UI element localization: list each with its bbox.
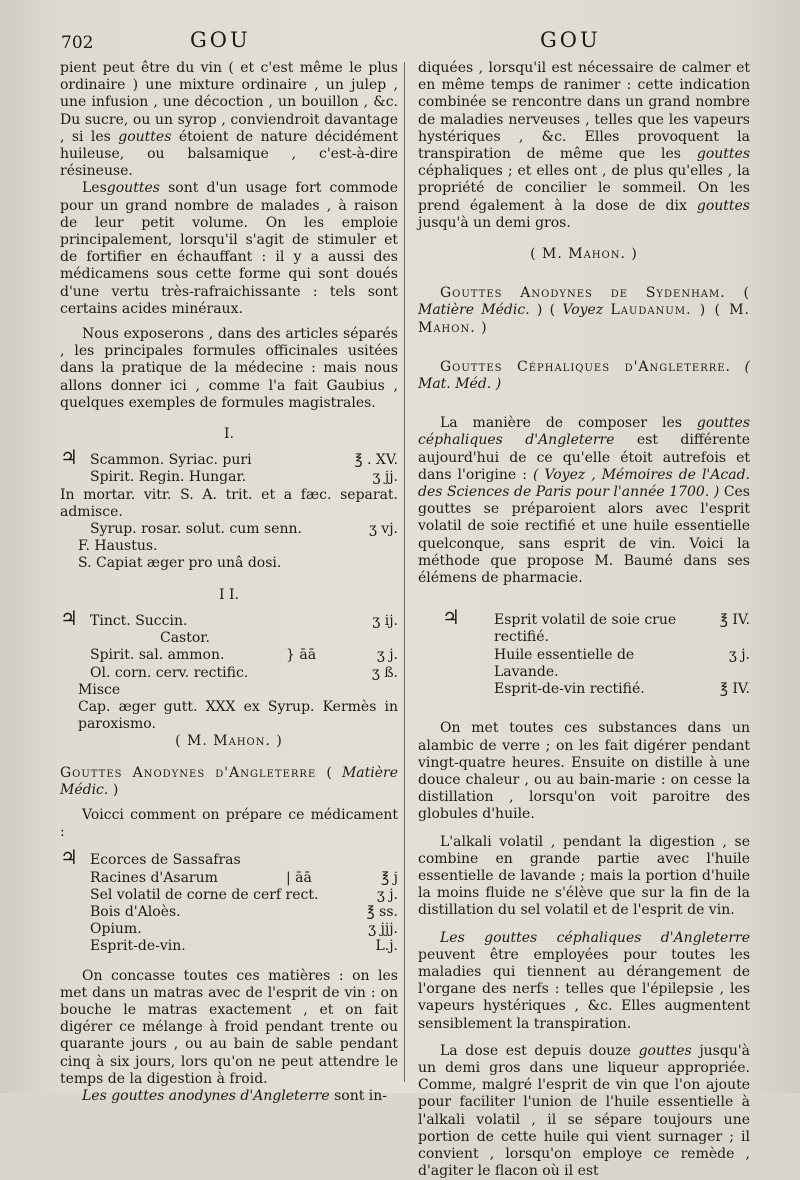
recipe-symbol: ♃ (60, 845, 78, 870)
recipe-symbol: ♃ (60, 605, 78, 630)
running-header-right: GOU (540, 28, 601, 52)
formula-number: I I. (219, 586, 239, 603)
entry-heading: Gouttes Céphaliques d'Angleterre. ( Mat. Méd. ) (418, 358, 751, 393)
paragraph: Les gouttes anodynes d'Angleterre sont in- (82, 1087, 388, 1104)
formula-number: I. (224, 426, 234, 443)
paragraph: pient peut être du vin ( et c'est même le plus ordinaire ) une mixture ordinaire , un julep , une infusion , une décoction , un bouillon , &c. Du sucre, ou un syrop , conviendroit davantage , si les gouttes étoient de nature décidément huileuse, ou balsamique , c'est-à-dire résineuse. (60, 60, 399, 180)
formula-line: Huile essentielle de Lavande. ʒ j. (494, 646, 750, 680)
right-column (418, 60, 750, 1180)
paragraph: On met toutes ces substances dans un alambic de verre ; on les fait digérer pendant vingt-quatre heures. Ensuite on distille à une douce chaleur , ou au bain-marie : on cesse la distillation , lorsqu'on voit paroitre des globules d'huile. (418, 720, 750, 823)
formula-line: F. Haustus. (78, 538, 158, 555)
recipe-symbol: ♃ (60, 445, 78, 470)
paragraph: Les gouttes céphaliques d'Angleterre peuvent être employées pour toutes les maladies qui tiennent au dérangement de l'organe des nerfs : telles que l'épilepsie , les vapeurs hystériques , &c. Elles augmentent sensiblement la transpiration. (418, 929, 750, 1032)
paragraph: Voicci comment on prépare ce médicament : (60, 806, 398, 841)
paragraph: diquées , lorsqu'il est nécessaire de calmer et en même temps de ranimer : cette indication combinée se rencontre dans un grand nombre de maladies nerveuses , telles que les vapeurs hystériques , &c. Elles provoquent la transpiration de même que les gouttes céphaliques ; et elles ont , de plus qu'elles , la propriété de concilier le sommeil. On les prend également à la dose de dix gouttes jusqu'à un demi gros. (418, 60, 751, 231)
paragraph: La dose est depuis douze gouttes jusqu'à un demi gros dans une liqueur appropriée. Comme, malgré l'esprit de vin que l'on ajoute pour faciliter l'union de l'huile essentielle à l'alkali volatil , il se sépare toujours une portion de cette huile qui vient surnager ; il convient , lorsqu'on employe ce remède , d'agiter le flacon où il est (418, 1042, 751, 1180)
author-credit: ( M. Mahon. ) (530, 246, 638, 263)
formula-line: Racines d'Asarum | āā ℥ j (90, 869, 398, 886)
formula-line: Opium. ʒ jjj. (90, 921, 398, 938)
paragraph: L'alkali volatil , pendant la digestion , se combine en grande partie avec l'huile essentielle de lavande ; mais la portion d'huile la moins fluide ne s'élève que sur la fin de la distillation du sel volatil et de l'esprit de vin. (418, 833, 750, 919)
paragraph: Nous exposerons , dans des articles séparés , les principales formules officinales usitées dans la pratique de la médecine : mais nous allons donner ici , comme l'a fait Gaubius , quelques exemples de formules magistrales. (60, 326, 398, 411)
paragraph: Lesgouttes sont d'un usage fort commode pour un grand nombre de malades , à raison de leur petit volume. On les emploie principalement, lorsqu'il s'agit de stimuler et de fortifier en échauffant : il y a aussi des médicamens sous cette forme qui sont doués d'une vertu très-rafraichissante : tels sont certains acides minéraux. (60, 180, 398, 317)
recipe-symbol: ♃ (442, 605, 460, 630)
column-divider (404, 62, 405, 1082)
formula-line: Misce (78, 681, 121, 698)
page-number: 702 (61, 33, 94, 53)
author-credit: ( M. Mahon. ) (175, 733, 283, 750)
formula-line: ♃ Scammon. Syriac. puri ℥ . XV. (60, 445, 398, 470)
left-column (60, 60, 398, 1105)
formula-line: S. Capiat æger pro unâ dosi. (78, 555, 282, 572)
formula-line: ♃ Ecorces de Sassafras (60, 845, 241, 870)
entry-heading: Gouttes Anodynes de Sydenham. ( Matière Médic. ) ( Voyez Laudanum. ) ( M. Mahon. ) (418, 285, 751, 336)
formula-line: Castor. (160, 630, 210, 647)
paragraph: La manière de composer les gouttes céphaliques d'Angleterre est différente aujourd'hui de ce qu'elle étoit autrefois et dans l'origine : ( Voyez , Mémoires de l'Acad. des Sciences de Paris pour l'année 1700. ) Ces gouttes se préparoient alors avec l'esprit volatil de soie rectifié et une huile essentielle quelconque, sans esprit de vin. Voici la méthode que propose M. Baumé dans ses élémens de pharmacie. (418, 415, 751, 587)
formula-line: Esprit-de-vin rectifié. ℥ IV. (494, 681, 750, 698)
entry-heading: Gouttes Anodynes d'Angleterre ( Matière Médic. ) (60, 764, 398, 798)
paragraph: On concasse toutes ces matières : on les met dans un matras avec de l'esprit de vin : on bouche le matras exactement , et on fait digérer ce mélange à froid pendant trente ou quarante jours , ou au bain de sable pendant cinq à six jours, lors qu'on ne peut attendre le temps de la digestion à froid. (60, 967, 398, 1087)
formula-line: Esprit-de-vin. L.j. (90, 938, 398, 955)
running-header-left: GOU (190, 28, 251, 52)
formula-line: Syrup. rosar. solut. cum senn. ʒ vj. (90, 521, 398, 538)
formula-line: Sel volatil de corne de cerf rect. ʒ j. (90, 886, 398, 903)
formula-line: ♃ Tinct. Succin. ʒ ij. (60, 605, 398, 630)
formula-line: Spirit. sal. ammon. } āā ʒ j. (90, 647, 398, 664)
formula-line: Bois d'Aloès. ℥ ss. (90, 903, 398, 920)
formula-line: In mortar. vitr. S. A. trit. et a fæc. separat. admisce. (60, 486, 398, 520)
formula-line: ♃ Esprit volatil de soie crue rectifié. ℥ IV. (418, 609, 750, 646)
formula-line: Cap. æger gutt. XXX ex Syrup. Kermès in paroxismo. (78, 698, 398, 733)
formula-line: Spirit. Regin. Hungar. ʒ jj. (90, 469, 398, 486)
formula-line: Ol. corn. cerv. rectific. ʒ ß. (90, 664, 398, 681)
